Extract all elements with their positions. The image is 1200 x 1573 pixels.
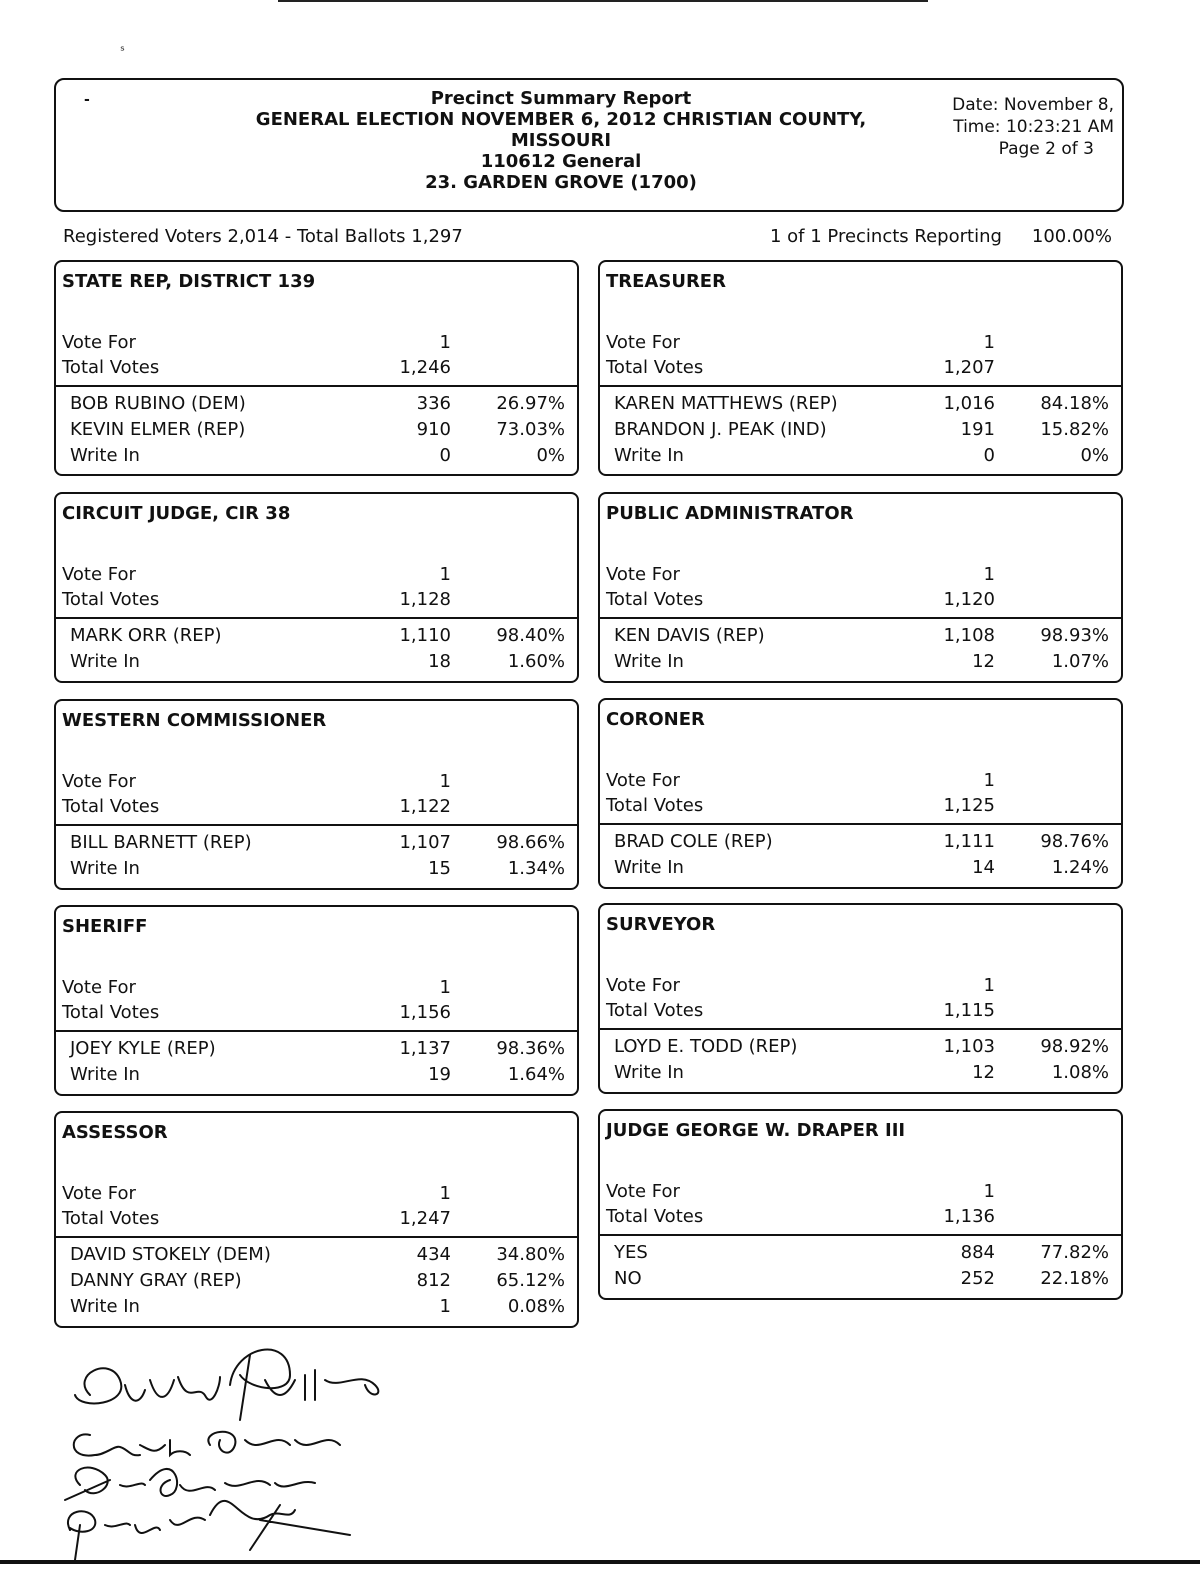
candidate-row bbox=[62, 1296, 565, 1320]
vote-for-row bbox=[606, 332, 1109, 356]
contest-title: PUBLIC ADMINISTRATOR bbox=[606, 503, 854, 524]
total-votes-label: Total Votes bbox=[606, 589, 704, 610]
total-votes-label: Total Votes bbox=[62, 589, 160, 610]
candidate-votes: 1,103 bbox=[943, 1036, 995, 1057]
contest-box bbox=[598, 1109, 1123, 1300]
total-votes-value: 1,115 bbox=[943, 1000, 995, 1021]
candidate-row bbox=[606, 625, 1109, 649]
contest-box bbox=[598, 903, 1123, 1094]
candidate-row bbox=[606, 857, 1109, 881]
contest-box bbox=[54, 699, 579, 890]
candidate-name: Write In bbox=[614, 857, 684, 878]
candidate-percent: 34.80% bbox=[496, 1244, 565, 1265]
candidate-row bbox=[606, 393, 1109, 417]
candidate-percent: 0% bbox=[1080, 445, 1109, 466]
candidate-percent: 1.08% bbox=[1051, 1062, 1109, 1083]
candidate-row bbox=[606, 1036, 1109, 1060]
total-votes-value: 1,246 bbox=[399, 357, 451, 378]
total-votes-row bbox=[62, 796, 565, 820]
contest-box bbox=[54, 260, 579, 476]
candidate-percent: 98.66% bbox=[496, 832, 565, 853]
candidate-row bbox=[62, 445, 565, 469]
candidate-name: Write In bbox=[70, 858, 140, 879]
total-votes-row bbox=[62, 1208, 565, 1232]
candidate-row bbox=[62, 832, 565, 856]
candidate-votes: 1,137 bbox=[399, 1038, 451, 1059]
total-votes-row bbox=[606, 357, 1109, 381]
candidate-row bbox=[62, 625, 565, 649]
candidate-votes: 1 bbox=[439, 1296, 451, 1317]
candidate-name: JOEY KYLE (REP) bbox=[70, 1038, 216, 1059]
total-votes-row bbox=[606, 1206, 1109, 1230]
total-votes-value: 1,247 bbox=[399, 1208, 451, 1229]
candidate-percent: 0.08% bbox=[507, 1296, 565, 1317]
report-date: Date: November 8, bbox=[952, 95, 1114, 115]
contest-title: SURVEYOR bbox=[606, 914, 716, 935]
contest-title: SHERIFF bbox=[62, 916, 148, 937]
contest-divider bbox=[600, 1028, 1121, 1030]
total-votes-value: 1,122 bbox=[399, 796, 451, 817]
contest-title: CORONER bbox=[606, 709, 705, 730]
vote-for-row bbox=[62, 332, 565, 356]
scan-mark: - bbox=[84, 92, 90, 108]
vote-for-row bbox=[606, 1181, 1109, 1205]
candidate-votes: 18 bbox=[428, 651, 451, 672]
candidate-percent: 1.34% bbox=[507, 858, 565, 879]
candidate-name: NO bbox=[614, 1268, 642, 1289]
total-votes-label: Total Votes bbox=[62, 1208, 160, 1229]
candidate-row bbox=[606, 1242, 1109, 1266]
candidate-percent: 1.64% bbox=[507, 1064, 565, 1085]
reporting-summary bbox=[770, 226, 1112, 247]
election-code: 110612 General bbox=[480, 151, 642, 172]
candidate-percent: 22.18% bbox=[1040, 1268, 1109, 1289]
candidate-votes: 1,111 bbox=[943, 831, 995, 852]
candidate-row bbox=[606, 445, 1109, 469]
candidate-name: KEVIN ELMER (REP) bbox=[70, 419, 246, 440]
voters-summary: Registered Voters 2,014 - Total Ballots 1,297 bbox=[63, 226, 463, 247]
candidate-name: BILL BARNETT (REP) bbox=[70, 832, 252, 853]
election-line-2: MISSOURI bbox=[510, 130, 612, 151]
page-number: Page 2 of 3 bbox=[998, 139, 1094, 159]
candidate-name: LOYD E. TODD (REP) bbox=[614, 1036, 798, 1057]
candidate-votes: 191 bbox=[960, 419, 995, 440]
contest-title: CIRCUIT JUDGE, CIR 38 bbox=[62, 503, 291, 524]
candidate-name: Write In bbox=[70, 1296, 140, 1317]
vote-for-row bbox=[62, 1183, 565, 1207]
contest-divider bbox=[600, 1234, 1121, 1236]
vote-for-label: Vote For bbox=[62, 332, 136, 353]
total-votes-row bbox=[62, 357, 565, 381]
vote-for-label: Vote For bbox=[606, 564, 680, 585]
vote-for-label: Vote For bbox=[606, 770, 680, 791]
vote-for-value: 1 bbox=[983, 1181, 995, 1202]
total-votes-value: 1,125 bbox=[943, 795, 995, 816]
contest-divider bbox=[600, 617, 1121, 619]
candidate-row bbox=[606, 419, 1109, 443]
vote-for-label: Vote For bbox=[62, 564, 136, 585]
scan-mark: ˢ bbox=[120, 44, 125, 59]
candidate-row bbox=[62, 858, 565, 882]
candidate-percent: 98.36% bbox=[496, 1038, 565, 1059]
vote-for-label: Vote For bbox=[606, 975, 680, 996]
total-votes-row bbox=[606, 1000, 1109, 1024]
candidate-row bbox=[62, 393, 565, 417]
candidate-votes: 14 bbox=[972, 857, 995, 878]
contest-divider bbox=[56, 385, 577, 387]
candidate-row bbox=[62, 1270, 565, 1294]
contest-box bbox=[598, 492, 1123, 683]
contest-divider bbox=[56, 617, 577, 619]
vote-for-label: Vote For bbox=[62, 977, 136, 998]
candidate-votes: 1,016 bbox=[943, 393, 995, 414]
vote-for-row bbox=[606, 564, 1109, 588]
candidate-row bbox=[62, 1244, 565, 1268]
total-votes-value: 1,207 bbox=[943, 357, 995, 378]
vote-for-row bbox=[62, 564, 565, 588]
candidate-votes: 0 bbox=[439, 445, 451, 466]
vote-for-value: 1 bbox=[439, 771, 451, 792]
contest-divider bbox=[600, 823, 1121, 825]
total-votes-label: Total Votes bbox=[62, 796, 160, 817]
candidate-percent: 73.03% bbox=[496, 419, 565, 440]
candidate-percent: 98.92% bbox=[1040, 1036, 1109, 1057]
report-meta bbox=[934, 94, 1114, 160]
candidate-votes: 910 bbox=[416, 419, 451, 440]
contest-box bbox=[54, 905, 579, 1096]
candidate-votes: 0 bbox=[983, 445, 995, 466]
contest-divider bbox=[56, 824, 577, 826]
contest-box bbox=[54, 492, 579, 683]
candidate-percent: 77.82% bbox=[1040, 1242, 1109, 1263]
report-title: Precinct Summary Report bbox=[430, 88, 692, 109]
vote-for-value: 1 bbox=[439, 564, 451, 585]
total-votes-value: 1,156 bbox=[399, 1002, 451, 1023]
precincts-reporting: 1 of 1 Precincts Reporting bbox=[770, 226, 1002, 247]
candidate-name: Write In bbox=[614, 651, 684, 672]
signatures-image bbox=[50, 1335, 410, 1560]
total-votes-label: Total Votes bbox=[606, 357, 704, 378]
candidate-row bbox=[606, 1062, 1109, 1086]
report-header bbox=[54, 78, 1124, 212]
total-votes-row bbox=[62, 589, 565, 613]
candidate-name: BRANDON J. PEAK (IND) bbox=[614, 419, 827, 440]
report-time: Time: 10:23:21 AM bbox=[953, 117, 1114, 137]
candidate-votes: 15 bbox=[428, 858, 451, 879]
contest-divider bbox=[56, 1236, 577, 1238]
total-votes-value: 1,128 bbox=[399, 589, 451, 610]
contest-title: STATE REP, DISTRICT 139 bbox=[62, 271, 316, 292]
vote-for-value: 1 bbox=[983, 975, 995, 996]
candidate-row bbox=[62, 419, 565, 443]
candidate-row bbox=[62, 651, 565, 675]
vote-for-label: Vote For bbox=[606, 332, 680, 353]
candidate-row bbox=[606, 1268, 1109, 1292]
candidate-name: MARK ORR (REP) bbox=[70, 625, 222, 646]
candidate-percent: 26.97% bbox=[496, 393, 565, 414]
candidate-row bbox=[62, 1038, 565, 1062]
candidate-name: Write In bbox=[70, 445, 140, 466]
candidate-votes: 1,110 bbox=[399, 625, 451, 646]
vote-for-value: 1 bbox=[983, 770, 995, 791]
total-votes-label: Total Votes bbox=[62, 357, 160, 378]
contest-divider bbox=[600, 385, 1121, 387]
candidate-name: Write In bbox=[70, 1064, 140, 1085]
candidate-name: BOB RUBINO (DEM) bbox=[70, 393, 246, 414]
total-votes-value: 1,136 bbox=[943, 1206, 995, 1227]
candidate-votes: 19 bbox=[428, 1064, 451, 1085]
vote-for-row bbox=[62, 771, 565, 795]
precinct-name: 23. GARDEN GROVE (1700) bbox=[425, 172, 697, 193]
vote-for-row bbox=[606, 975, 1109, 999]
candidate-row bbox=[606, 831, 1109, 855]
candidate-name: Write In bbox=[614, 445, 684, 466]
report-titles bbox=[236, 88, 886, 193]
candidate-name: Write In bbox=[70, 651, 140, 672]
total-votes-value: 1,120 bbox=[943, 589, 995, 610]
total-votes-label: Total Votes bbox=[606, 795, 704, 816]
total-votes-row bbox=[606, 589, 1109, 613]
bottom-scan-line bbox=[0, 1560, 1200, 1564]
contest-title: JUDGE GEORGE W. DRAPER III bbox=[606, 1120, 906, 1141]
contest-title: TREASURER bbox=[606, 271, 726, 292]
candidate-percent: 98.40% bbox=[496, 625, 565, 646]
vote-for-value: 1 bbox=[439, 332, 451, 353]
vote-for-label: Vote For bbox=[62, 771, 136, 792]
candidate-votes: 12 bbox=[972, 651, 995, 672]
vote-for-value: 1 bbox=[983, 332, 995, 353]
vote-for-value: 1 bbox=[439, 1183, 451, 1204]
contest-title: ASSESSOR bbox=[62, 1122, 168, 1143]
candidate-votes: 1,107 bbox=[399, 832, 451, 853]
candidate-percent: 1.07% bbox=[1051, 651, 1109, 672]
candidate-name: BRAD COLE (REP) bbox=[614, 831, 773, 852]
candidate-votes: 336 bbox=[416, 393, 451, 414]
candidate-name: YES bbox=[614, 1242, 648, 1263]
total-votes-row bbox=[62, 1002, 565, 1026]
candidate-percent: 65.12% bbox=[496, 1270, 565, 1291]
candidate-votes: 1,108 bbox=[943, 625, 995, 646]
top-scan-line bbox=[278, 0, 928, 2]
candidate-votes: 812 bbox=[416, 1270, 451, 1291]
election-line-1: GENERAL ELECTION NOVEMBER 6, 2012 CHRISTIAN COUNTY, bbox=[255, 109, 867, 130]
contest-box bbox=[598, 698, 1123, 889]
candidate-name: KAREN MATTHEWS (REP) bbox=[614, 393, 838, 414]
candidate-name: DAVID STOKELY (DEM) bbox=[70, 1244, 271, 1265]
vote-for-label: Vote For bbox=[606, 1181, 680, 1202]
vote-for-row bbox=[62, 977, 565, 1001]
candidate-votes: 12 bbox=[972, 1062, 995, 1083]
reporting-percent: 100.00% bbox=[1031, 226, 1112, 247]
contest-box bbox=[598, 260, 1123, 476]
candidate-percent: 98.93% bbox=[1040, 625, 1109, 646]
contest-box bbox=[54, 1111, 579, 1328]
contest-title: WESTERN COMMISSIONER bbox=[62, 710, 327, 731]
vote-for-value: 1 bbox=[439, 977, 451, 998]
candidate-votes: 252 bbox=[960, 1268, 995, 1289]
candidate-row bbox=[62, 1064, 565, 1088]
candidate-votes: 434 bbox=[416, 1244, 451, 1265]
vote-for-label: Vote For bbox=[62, 1183, 136, 1204]
candidate-name: Write In bbox=[614, 1062, 684, 1083]
candidate-percent: 1.24% bbox=[1051, 857, 1109, 878]
candidate-percent: 1.60% bbox=[507, 651, 565, 672]
total-votes-row bbox=[606, 795, 1109, 819]
candidate-name: DANNY GRAY (REP) bbox=[70, 1270, 242, 1291]
candidate-name: KEN DAVIS (REP) bbox=[614, 625, 765, 646]
contest-divider bbox=[56, 1030, 577, 1032]
candidate-percent: 0% bbox=[536, 445, 565, 466]
candidate-votes: 884 bbox=[960, 1242, 995, 1263]
candidate-percent: 15.82% bbox=[1040, 419, 1109, 440]
vote-for-row bbox=[606, 770, 1109, 794]
total-votes-label: Total Votes bbox=[606, 1206, 704, 1227]
total-votes-label: Total Votes bbox=[62, 1002, 160, 1023]
candidate-percent: 98.76% bbox=[1040, 831, 1109, 852]
candidate-row bbox=[606, 651, 1109, 675]
total-votes-label: Total Votes bbox=[606, 1000, 704, 1021]
candidate-percent: 84.18% bbox=[1040, 393, 1109, 414]
vote-for-value: 1 bbox=[983, 564, 995, 585]
